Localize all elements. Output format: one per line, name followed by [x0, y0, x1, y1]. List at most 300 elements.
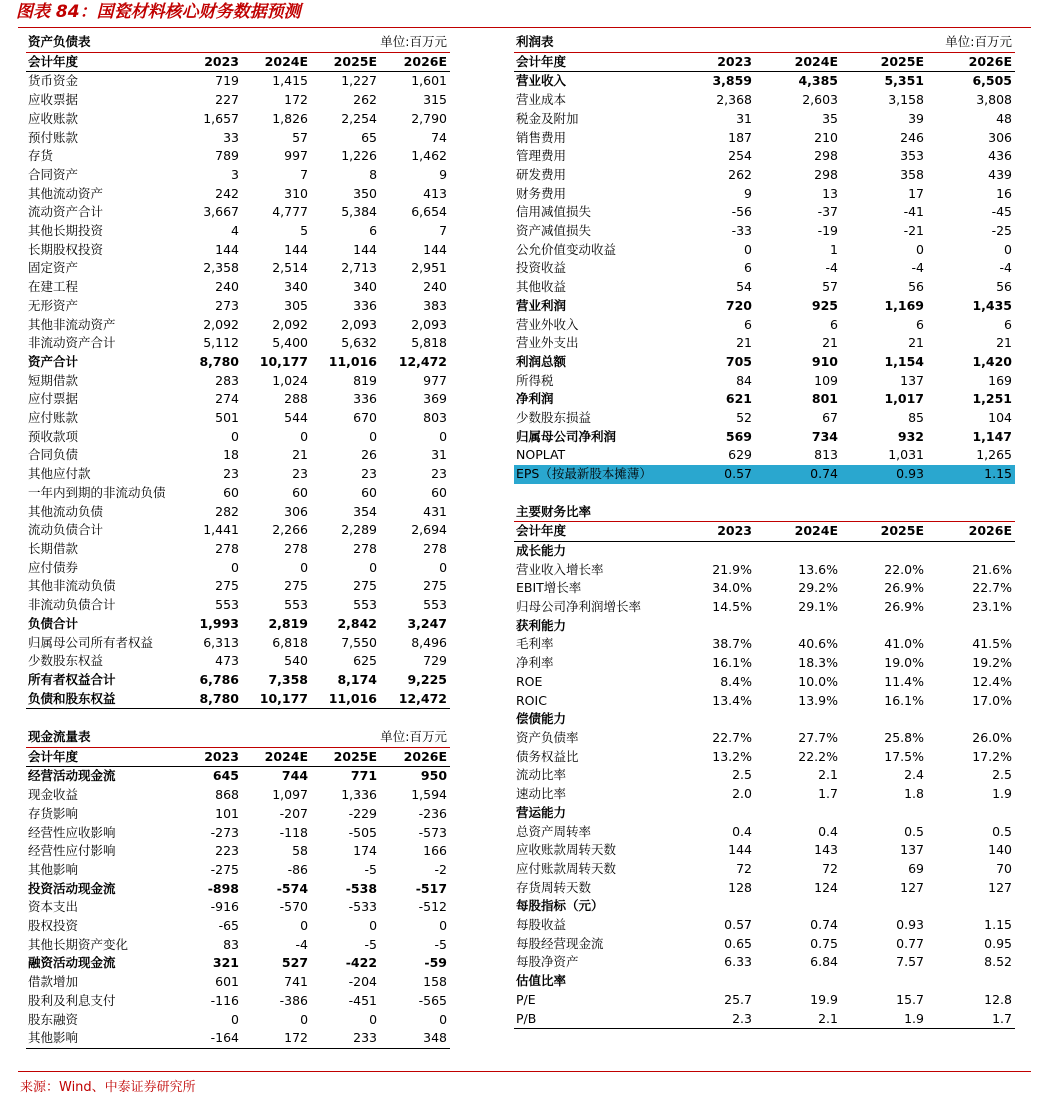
row-label: 成长能力: [516, 542, 567, 558]
value-cell: -4: [999, 260, 1012, 276]
value-cell: 1,147: [972, 428, 1012, 444]
value-cell: 84: [736, 372, 752, 388]
table-row: [26, 898, 450, 917]
value-cell: 17.2%: [972, 748, 1012, 764]
header-row: [26, 52, 450, 72]
value-cell: 19.2%: [972, 655, 1012, 671]
row-label: 投资活动现金流: [28, 880, 116, 896]
table-row: [26, 786, 450, 805]
value-cell: 69: [908, 860, 924, 876]
value-cell: -45: [991, 204, 1012, 220]
value-cell: 1,601: [411, 73, 448, 89]
value-cell: 275: [284, 578, 309, 594]
value-cell: 977: [423, 372, 448, 388]
value-cell: -4: [911, 260, 924, 276]
table-row: [26, 861, 450, 880]
year-header: 2024E: [242, 52, 311, 72]
row-label: 存货: [28, 148, 54, 164]
value-cell: -59: [424, 955, 448, 971]
value-cell: 2.1: [818, 767, 838, 783]
value-cell: 242: [215, 185, 239, 201]
value-cell: 11,016: [311, 690, 380, 709]
value-cell: 6,313: [203, 634, 239, 650]
value-cell: 13.4%: [712, 692, 752, 708]
title-rule: [18, 27, 1031, 28]
value-cell: 705: [725, 353, 752, 369]
value-cell: -898: [207, 880, 239, 896]
value-cell: 21: [996, 335, 1012, 351]
table-row: [514, 598, 1015, 617]
value-cell: [755, 972, 841, 991]
header-row: [514, 52, 1015, 72]
row-label: 存货影响: [28, 805, 79, 821]
value-cell: 0: [439, 559, 448, 575]
row-label: 股利及利息支付: [28, 992, 116, 1008]
row-label: 预付账款: [28, 129, 79, 145]
balance-and-cashflow-table: [26, 33, 450, 1049]
value-cell: 0.93: [896, 917, 924, 933]
table-row: [26, 917, 450, 936]
value-cell: 540: [284, 653, 309, 669]
table-row: [514, 617, 1015, 636]
value-cell: 0: [369, 918, 378, 934]
value-cell: 0.95: [984, 935, 1012, 951]
year-header: 2026E: [380, 747, 450, 767]
value-cell: 246: [900, 129, 924, 145]
value-cell: 26: [361, 447, 378, 463]
section-heading-row: [514, 503, 1015, 522]
row-label: 公允价值变动收益: [516, 241, 617, 257]
value-cell: 741: [284, 974, 309, 990]
value-cell: 0.77: [896, 935, 924, 951]
table-row: [514, 823, 1015, 842]
value-cell: 227: [215, 92, 239, 108]
table-row: [26, 353, 450, 372]
value-cell: 2.5: [732, 767, 752, 783]
row-label: 短期借款: [28, 372, 79, 388]
table-row: [26, 91, 450, 110]
row-label: 投资收益: [516, 260, 567, 276]
value-cell: [841, 541, 927, 560]
value-cell: 57: [292, 129, 309, 145]
value-cell: 144: [215, 241, 239, 257]
value-cell: 2,092: [203, 316, 239, 332]
year-header: 2023: [669, 52, 755, 72]
value-cell: 383: [423, 297, 448, 313]
row-label: 现金收益: [28, 787, 79, 803]
row-label: 在建工程: [28, 279, 79, 295]
table-row: [514, 222, 1015, 241]
row-label: 其他影响: [26, 1029, 173, 1048]
value-cell: 22.2%: [798, 748, 838, 764]
value-cell: -517: [415, 880, 448, 896]
value-cell: 0: [369, 428, 378, 444]
row-label: 归母公司净利润增长率: [516, 599, 642, 615]
table-row: [514, 766, 1015, 785]
value-cell: -5: [364, 861, 378, 877]
row-label: 应付账款: [28, 410, 79, 426]
row-label: 归属母公司所有者权益: [28, 634, 154, 650]
value-cell: 12.8: [984, 991, 1012, 1007]
row-label: 负债合计: [28, 615, 79, 631]
section-title: 资产负债表: [26, 33, 311, 52]
value-cell: [841, 972, 927, 991]
table-row: [514, 673, 1015, 692]
value-cell: 436: [988, 148, 1012, 164]
table-row: [514, 147, 1015, 166]
value-cell: -229: [348, 805, 378, 821]
row-label: 其他长期投资: [28, 223, 104, 239]
value-cell: 305: [284, 297, 309, 313]
value-cell: 5,632: [341, 335, 378, 351]
value-cell: 1,265: [976, 447, 1012, 463]
value-cell: -56: [731, 204, 752, 220]
header-row: [514, 522, 1015, 542]
value-cell: 501: [215, 410, 239, 426]
value-cell: 1.9: [841, 1010, 927, 1029]
row-label: 非流动负债合计: [28, 597, 116, 613]
value-cell: 29.1%: [798, 599, 838, 615]
row-label: 营业收入增长率: [516, 561, 604, 577]
value-cell: 26.9%: [884, 580, 924, 596]
value-cell: 2.5: [992, 767, 1012, 783]
value-cell: [669, 972, 755, 991]
table-row: [514, 860, 1015, 879]
value-cell: 0.75: [810, 935, 838, 951]
value-cell: -2: [434, 861, 448, 877]
value-cell: 625: [353, 653, 378, 669]
value-cell: 2,514: [272, 260, 309, 276]
table-row: [26, 185, 450, 204]
table-row: [514, 316, 1015, 335]
table-row: [26, 1011, 450, 1030]
table-row: [514, 203, 1015, 222]
table-row: [26, 954, 450, 973]
value-cell: 1,251: [972, 391, 1012, 407]
value-cell: 6: [744, 316, 752, 332]
year-header: 2024E: [242, 747, 311, 767]
value-cell: -273: [210, 824, 239, 840]
table-row: [26, 446, 450, 465]
section-heading-row: [514, 33, 1015, 52]
table-row: [514, 879, 1015, 898]
year-header: 2026E: [927, 522, 1015, 542]
unit-label: 单位:百万元: [841, 33, 1015, 52]
value-cell: 569: [725, 428, 752, 444]
value-cell: 5,351: [884, 73, 924, 89]
value-cell: 2,093: [411, 316, 448, 332]
value-cell: 1,154: [884, 353, 924, 369]
table-row: [26, 503, 450, 522]
value-cell: 4,777: [272, 204, 309, 220]
value-cell: 48: [996, 110, 1012, 126]
value-cell: 262: [728, 166, 752, 182]
value-cell: 57: [822, 279, 838, 295]
header-label: 会计年度: [514, 52, 669, 72]
value-cell: 13: [822, 185, 838, 201]
value-cell: 315: [423, 92, 448, 108]
row-label: 研发费用: [516, 166, 567, 182]
value-cell: 3,247: [407, 615, 448, 631]
value-cell: 1,657: [203, 110, 239, 126]
value-cell: 2,842: [337, 615, 378, 631]
table-row: [514, 729, 1015, 748]
value-cell: -4: [295, 936, 309, 952]
value-cell: 1,226: [341, 148, 378, 164]
value-cell: 1,031: [888, 447, 924, 463]
row-label: EPS（按最新股本摊薄）: [514, 465, 669, 484]
table-row: [26, 129, 450, 148]
value-cell: -275: [210, 861, 239, 877]
value-cell: 275: [423, 578, 448, 594]
value-cell: -916: [210, 899, 239, 915]
value-cell: 9: [439, 166, 448, 182]
table-row: [26, 767, 450, 786]
value-cell: -4: [825, 260, 838, 276]
value-cell: 13.6%: [798, 561, 838, 577]
table-row: [26, 936, 450, 955]
table-row: [26, 147, 450, 166]
table-row: [26, 222, 450, 241]
row-label: 获利能力: [516, 617, 567, 633]
value-cell: 3,667: [203, 204, 239, 220]
value-cell: 109: [814, 372, 838, 388]
value-cell: 262: [353, 92, 378, 108]
value-cell: 932: [897, 428, 924, 444]
value-cell: 1,462: [411, 148, 448, 164]
value-cell: 5,400: [272, 335, 309, 351]
value-cell: 2,790: [411, 110, 448, 126]
value-cell: [755, 804, 841, 823]
value-cell: 771: [350, 768, 378, 784]
row-label: 股东融资: [28, 1011, 79, 1027]
value-cell: 3: [231, 166, 239, 182]
value-cell: 10.0%: [798, 673, 838, 689]
value-cell: -574: [276, 880, 309, 896]
row-label: 债务权益比: [516, 748, 579, 764]
value-cell: -533: [348, 899, 378, 915]
table-row: [514, 428, 1015, 447]
row-label: 合同负债: [28, 447, 79, 463]
row-label: 应付债券: [28, 559, 79, 575]
row-label: 其他影响: [28, 861, 79, 877]
value-cell: -538: [345, 880, 378, 896]
value-cell: [669, 897, 755, 916]
value-cell: 2,368: [716, 92, 752, 108]
value-cell: 353: [900, 148, 924, 164]
value-cell: 720: [725, 297, 752, 313]
value-cell: 41.0%: [884, 636, 924, 652]
table-row: [26, 203, 450, 222]
value-cell: 23.1%: [972, 599, 1012, 615]
value-cell: -21: [903, 223, 924, 239]
value-cell: 1.7: [927, 1010, 1015, 1029]
table-row: [514, 991, 1015, 1010]
value-cell: 0.74: [755, 465, 841, 484]
value-cell: 310: [284, 185, 309, 201]
value-cell: 273: [215, 297, 239, 313]
row-label: 偿债能力: [516, 711, 567, 727]
value-cell: 12,472: [380, 690, 450, 709]
value-cell: 670: [353, 410, 378, 426]
value-cell: 0.4: [818, 823, 838, 839]
value-cell: 65: [361, 129, 378, 145]
row-label: 资产负债率: [516, 730, 579, 745]
value-cell: 278: [284, 540, 309, 556]
value-cell: 527: [281, 955, 309, 971]
table-row: [514, 804, 1015, 823]
value-cell: 0.93: [841, 465, 927, 484]
value-cell: 19.0%: [884, 655, 924, 671]
value-cell: -565: [418, 992, 448, 1008]
value-cell: [841, 897, 927, 916]
value-cell: 22.7%: [972, 580, 1012, 596]
value-cell: -573: [418, 824, 448, 840]
year-header: 2026E: [380, 52, 450, 72]
value-cell: 60: [223, 484, 239, 500]
table-row: [514, 129, 1015, 148]
value-cell: 104: [988, 410, 1012, 426]
value-cell: [841, 617, 927, 636]
value-cell: 52: [736, 410, 752, 426]
row-label: 流动资产合计: [28, 204, 104, 220]
value-cell: 6,654: [411, 204, 448, 220]
income-and-ratio-table: [514, 33, 1015, 1029]
value-cell: 137: [900, 372, 924, 388]
value-cell: 6: [1004, 316, 1012, 332]
value-cell: 137: [900, 842, 924, 858]
section-title: 主要财务比率: [514, 503, 841, 522]
value-cell: 23: [223, 466, 239, 482]
value-cell: 140: [988, 842, 1012, 858]
row-label: 经营性应付影响: [28, 843, 116, 859]
row-label: 所有者权益合计: [28, 671, 116, 687]
value-cell: 553: [353, 597, 378, 613]
value-cell: 729: [423, 653, 448, 669]
year-header: 2024E: [755, 52, 841, 72]
value-cell: -65: [218, 918, 239, 934]
row-label: 一年内到期的非流动负债: [28, 484, 166, 500]
value-cell: 413: [423, 185, 448, 201]
table-row: [514, 241, 1015, 260]
value-cell: 5,384: [341, 204, 378, 220]
value-cell: 7: [300, 166, 309, 182]
value-cell: 21: [822, 335, 838, 351]
value-cell: -116: [210, 992, 239, 1008]
value-cell: [669, 541, 755, 560]
value-cell: -164: [173, 1029, 242, 1048]
row-label: EBIT增长率: [516, 580, 582, 596]
value-cell: 6,786: [199, 671, 239, 687]
value-cell: 348: [380, 1029, 450, 1048]
value-cell: 127: [900, 879, 924, 895]
header-label: 会计年度: [514, 522, 669, 542]
value-cell: 274: [215, 391, 239, 407]
value-cell: [669, 710, 755, 729]
value-cell: 2,254: [341, 110, 378, 126]
value-cell: 369: [423, 391, 448, 407]
value-cell: 0: [231, 559, 239, 575]
value-cell: 11,016: [328, 353, 378, 369]
row-label: 每股指标（元）: [516, 898, 604, 914]
footer-rule: [18, 1071, 1031, 1072]
value-cell: 124: [814, 879, 838, 895]
value-cell: 12,472: [398, 353, 448, 369]
table-row: [26, 521, 450, 540]
year-header: 2025E: [841, 52, 927, 72]
value-cell: 12.4%: [972, 673, 1012, 689]
value-cell: 60: [361, 484, 378, 500]
row-label: 固定资产: [28, 260, 79, 276]
table-row: [26, 241, 450, 260]
value-cell: 0: [300, 918, 309, 934]
value-cell: 275: [215, 578, 239, 594]
table-row: [514, 297, 1015, 316]
table-row: [26, 1029, 450, 1048]
table-row: [514, 446, 1015, 465]
table-row: [514, 972, 1015, 991]
table-row: [26, 72, 450, 91]
spacer-row: [26, 709, 450, 728]
value-cell: 17.5%: [884, 748, 924, 764]
value-cell: 473: [215, 653, 239, 669]
value-cell: 719: [215, 73, 239, 89]
value-cell: 1.7: [818, 786, 838, 802]
value-cell: 0: [439, 1011, 448, 1027]
value-cell: -505: [348, 824, 378, 840]
header-label: 会计年度: [26, 747, 173, 767]
row-label: P/E: [516, 991, 536, 1007]
value-cell: 354: [353, 503, 378, 519]
value-cell: -236: [418, 805, 448, 821]
value-cell: 288: [284, 391, 309, 407]
table-row: [26, 110, 450, 129]
row-label: 借款增加: [28, 974, 79, 990]
value-cell: [669, 804, 755, 823]
spacer-row: [514, 484, 1015, 503]
row-label: 归属母公司净利润: [516, 428, 617, 444]
value-cell: 340: [284, 279, 309, 295]
row-label: 营业成本: [516, 92, 567, 108]
value-cell: 0.5: [904, 823, 924, 839]
value-cell: 0.74: [810, 917, 838, 933]
value-cell: 1,441: [203, 522, 239, 538]
value-cell: 3,158: [888, 92, 924, 108]
value-cell: 127: [988, 879, 1012, 895]
table-row: [514, 935, 1015, 954]
table-row: [26, 259, 450, 278]
value-cell: 22.7%: [712, 730, 752, 745]
value-cell: 278: [215, 540, 239, 556]
table-row: [26, 634, 450, 653]
value-cell: 172: [284, 92, 309, 108]
year-header: 2024E: [755, 522, 841, 542]
value-cell: 275: [353, 578, 378, 594]
value-cell: 0: [300, 559, 309, 575]
table-row: [26, 316, 450, 335]
value-cell: 16.1%: [884, 692, 924, 708]
value-cell: -386: [279, 992, 309, 1008]
value-cell: 4: [231, 223, 239, 239]
table-row: [26, 559, 450, 578]
value-cell: 0: [439, 918, 448, 934]
value-cell: 2,951: [411, 260, 448, 276]
row-label: 其他流动负债: [28, 503, 104, 519]
value-cell: 629: [728, 447, 752, 463]
value-cell: 8,496: [411, 634, 448, 650]
table-row: [26, 297, 450, 316]
value-cell: -118: [279, 824, 309, 840]
